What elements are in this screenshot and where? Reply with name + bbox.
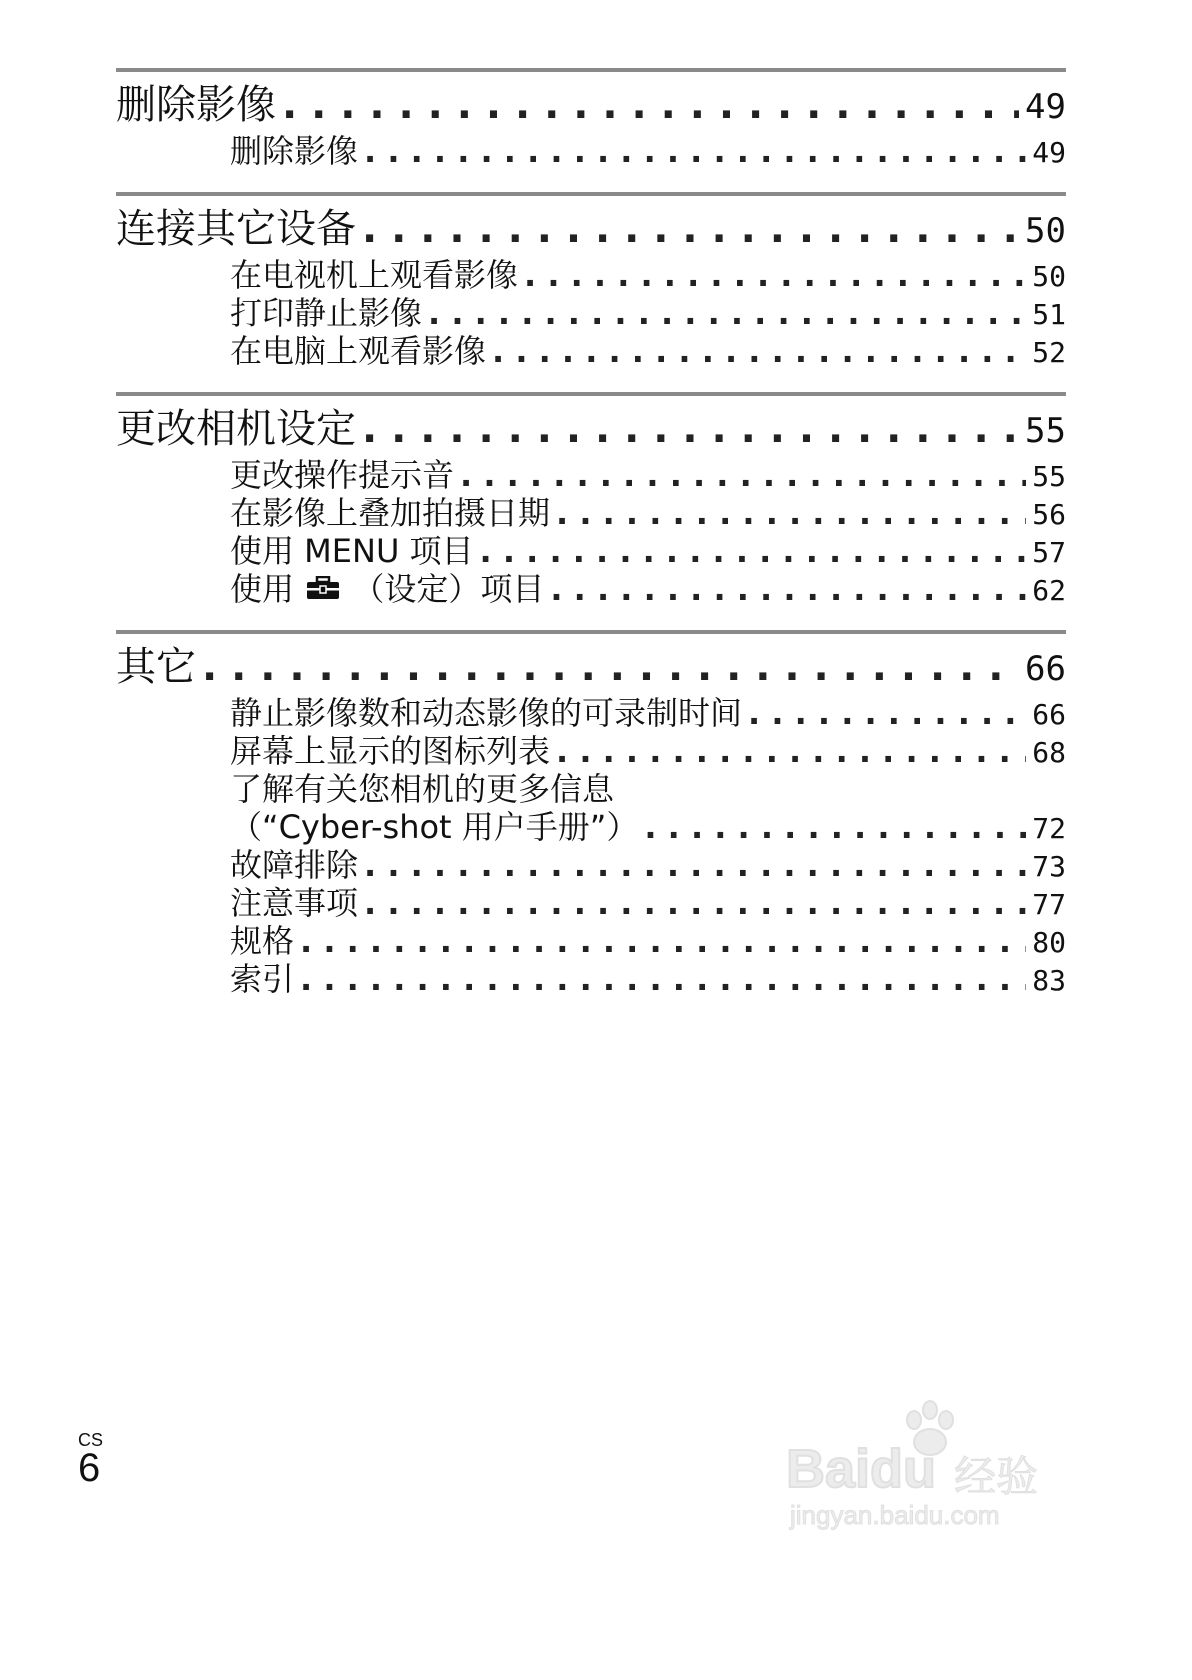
entry-label-pre: 使用: [230, 570, 295, 608]
page-ref: 80: [1032, 926, 1066, 959]
toc-section: [116, 630, 1066, 998]
section-title: 删除影像: [116, 82, 276, 128]
entry-label: 更改操作提示音: [230, 456, 455, 494]
toc-section: [116, 392, 1066, 608]
toc-entry[interactable]: [116, 132, 1066, 170]
leader-dots: [300, 960, 1026, 998]
leader-dots: [748, 694, 1026, 732]
leader-dots: [480, 532, 1027, 570]
entry-label: 打印静止影像: [230, 294, 423, 332]
page-number: 6: [78, 1446, 101, 1490]
leader-dots: [556, 494, 1026, 532]
page-ref: 55: [1032, 460, 1066, 493]
entry-label-post: （设定）项目: [352, 570, 545, 608]
page-ref: 50: [1025, 211, 1066, 251]
page-ref: 73: [1032, 850, 1066, 883]
toc-entry[interactable]: [116, 256, 1066, 294]
toc-entry[interactable]: [116, 294, 1066, 332]
leader-dots: [364, 884, 1026, 922]
leader-dots: [492, 332, 1026, 370]
watermark-brand: Baidu: [786, 1439, 937, 1499]
toc-entry[interactable]: [116, 732, 1066, 770]
toc-entry[interactable]: [116, 846, 1066, 884]
baidu-watermark: [786, 1400, 1056, 1530]
section-title: 更改相机设定: [116, 406, 356, 452]
leader-dots: [644, 808, 1026, 846]
toc-section: [116, 68, 1066, 170]
toc-entry[interactable]: [116, 884, 1066, 922]
leader-dots: [364, 132, 1026, 170]
page-ref: 49: [1032, 136, 1066, 169]
page-ref: 77: [1032, 888, 1066, 921]
toc-entry[interactable]: [116, 960, 1066, 998]
entry-label: 在电视机上观看影像: [230, 256, 519, 294]
entry-label: 静止影像数和动态影像的可录制时间: [230, 694, 743, 732]
leader-dots: [300, 922, 1026, 960]
entry-label: 故障排除: [230, 846, 359, 884]
toc-entry[interactable]: [116, 456, 1066, 494]
section-title: 连接其它设备: [116, 206, 356, 252]
page-ref: 66: [1032, 698, 1066, 731]
page-ref: 55: [1025, 411, 1066, 451]
page-ref: 57: [1032, 536, 1066, 569]
leader-dots: [282, 78, 1019, 132]
toolbox-icon: [306, 576, 340, 600]
toc-entry[interactable]: [116, 494, 1066, 532]
toc-heading-row[interactable]: [116, 78, 1066, 132]
leader-dots: [362, 202, 1019, 256]
toc-entry[interactable]: [116, 570, 1066, 608]
page-ref: 56: [1032, 498, 1066, 531]
section-title: 其它: [116, 644, 196, 690]
page-ref: 83: [1032, 964, 1066, 997]
table-of-contents: [116, 68, 1066, 1020]
toc-heading-row[interactable]: [116, 402, 1066, 456]
toc-entry[interactable]: [116, 808, 1066, 846]
language-code: CS: [78, 1430, 104, 1450]
page-ref: 50: [1032, 260, 1066, 293]
page-ref: 66: [1025, 649, 1066, 689]
toc-heading-row[interactable]: [116, 202, 1066, 256]
entry-label: 索引: [230, 960, 295, 998]
toc-section: [116, 192, 1066, 370]
toc-entry[interactable]: [116, 532, 1066, 570]
toc-entry[interactable]: [116, 332, 1066, 370]
leader-dots: [460, 456, 1026, 494]
entry-label: 规格: [230, 922, 295, 960]
entry-label: 在影像上叠加拍摄日期: [230, 494, 551, 532]
toc-entry[interactable]: [116, 922, 1066, 960]
page-ref: 51: [1032, 298, 1066, 331]
page-ref: 72: [1032, 812, 1066, 845]
leader-dots: [524, 256, 1026, 294]
page-ref: 52: [1032, 336, 1066, 369]
watermark-brand-cn: 经验: [954, 1452, 1039, 1501]
entry-label: 删除影像: [230, 132, 359, 170]
toc-entry-line1[interactable]: [116, 770, 1066, 808]
toc-entry[interactable]: [116, 694, 1066, 732]
leader-dots: [364, 846, 1026, 884]
toc-heading-row[interactable]: [116, 640, 1066, 694]
leader-dots: [202, 640, 1019, 694]
entry-label: 屏幕上显示的图标列表: [230, 732, 551, 770]
entry-label: 使用 MENU 项目: [230, 532, 474, 570]
page-ref: 49: [1025, 87, 1066, 127]
leader-dots: [428, 294, 1026, 332]
entry-label: 在电脑上观看影像: [230, 332, 487, 370]
watermark-url: jingyan.baidu.com: [790, 1500, 1000, 1530]
page-ref: 62: [1032, 574, 1066, 607]
entry-label: （“Cyber-shot 用户手册”）: [230, 808, 639, 846]
entry-label: 了解有关您相机的更多信息: [230, 770, 615, 808]
page-ref: 68: [1032, 736, 1066, 769]
leader-dots: [550, 570, 1026, 608]
leader-dots: [362, 402, 1019, 456]
entry-label: [230, 570, 544, 608]
leader-dots: [556, 732, 1026, 770]
entry-label: 注意事项: [230, 884, 359, 922]
